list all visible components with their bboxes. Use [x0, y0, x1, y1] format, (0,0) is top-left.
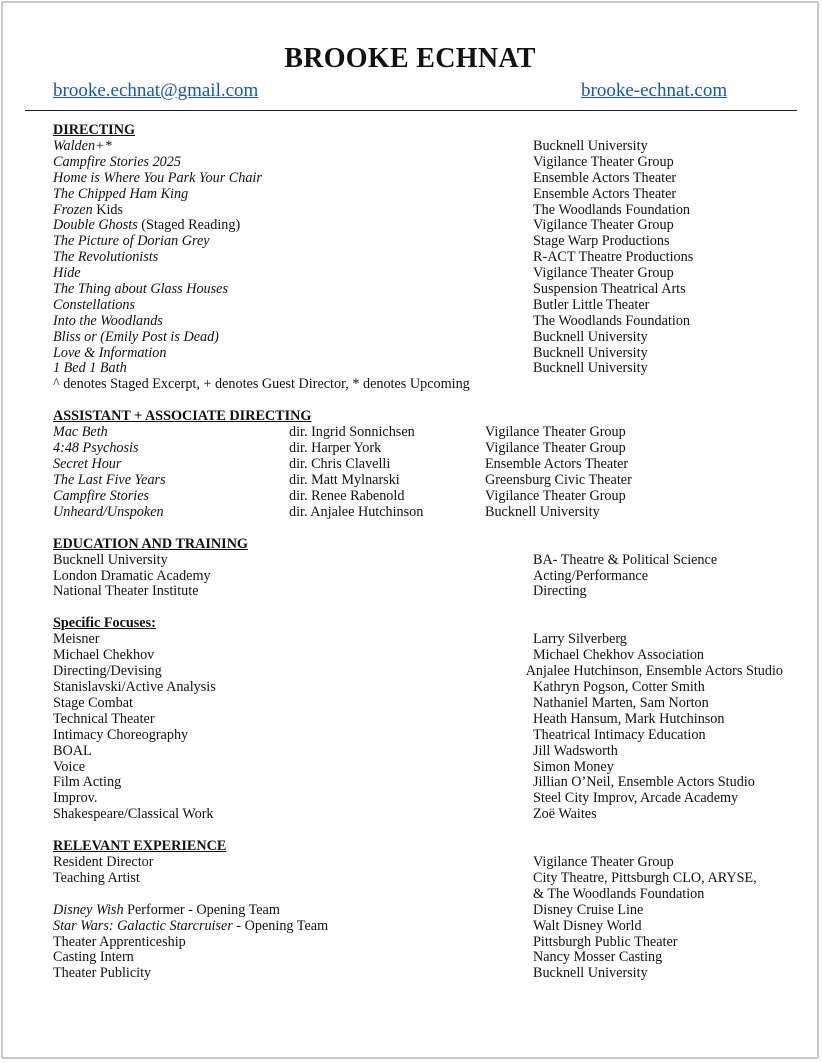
experience-role: Performer - Opening Team	[123, 901, 280, 918]
focus-area: Stage Combat	[53, 694, 133, 711]
assistant-row	[53, 456, 783, 472]
production-title: Bliss or (Emily Post is Dead)	[53, 328, 219, 345]
assistant-heading: ASSISTANT + ASSOCIATE DIRECTING	[53, 408, 312, 425]
education-row	[53, 583, 783, 599]
experience-organization: Disney Cruise Line	[533, 901, 644, 918]
experience-role: Teaching Artist	[53, 869, 140, 886]
assistant-director: dir. Anjalee Hutchinson	[289, 503, 424, 520]
production-title: Love & Information	[53, 344, 167, 361]
assistant-venue: Ensemble Actors Theater	[485, 456, 629, 473]
education-institution: London Dramatic Academy	[53, 567, 211, 584]
experience-heading: RELEVANT EXPERIENCE	[53, 838, 227, 855]
production-venue: Stage Warp Productions	[533, 233, 670, 250]
focus-row	[53, 663, 783, 679]
experience-row	[53, 918, 783, 934]
focus-teacher: Steel City Improv, Arcade Academy	[533, 790, 739, 807]
production-venue: R-ACT Theatre Productions	[533, 249, 694, 266]
experience-role-cell	[53, 854, 533, 870]
production-title: Walden+*	[53, 138, 112, 154]
production-cell	[53, 186, 533, 202]
assistant-production: Mac Beth	[53, 424, 108, 441]
experience-role-italic: Disney Wish	[53, 901, 124, 918]
production-suffix: (Staged Reading)	[137, 217, 241, 234]
experience-row	[53, 870, 783, 886]
production-title: Hide	[53, 265, 81, 282]
experience-role: Theater Publicity	[53, 965, 152, 982]
experience-role: Casting Intern	[53, 949, 134, 966]
education-focus: Directing	[533, 583, 587, 600]
assistant-venue: Vigilance Theater Group	[485, 424, 626, 441]
directing-legend: ^ denotes Staged Excerpt, + denotes Guest Director, * denotes Upcoming	[53, 376, 470, 393]
assistant-production: Campfire Stories	[53, 487, 150, 504]
directing-row	[53, 360, 783, 376]
directing-row	[53, 138, 783, 154]
production-cell	[53, 233, 533, 249]
experience-row	[53, 854, 783, 870]
assistant-director: dir. Ingrid Sonnichsen	[289, 424, 415, 441]
assistant-row	[53, 440, 783, 456]
experience-role-cell	[53, 902, 533, 918]
experience-role: - Opening Team	[232, 917, 329, 934]
focus-teacher: Heath Hansum, Mark Hutchinson	[533, 710, 725, 727]
assistant-director: dir. Matt Mylnarski	[289, 472, 400, 489]
production-venue: Ensemble Actors Theater	[533, 169, 677, 186]
production-title: Double Ghosts	[53, 217, 138, 234]
education-section	[53, 536, 783, 600]
focus-area: BOAL	[53, 742, 92, 759]
experience-role-italic: Star Wars: Galactic Starcruiser	[53, 917, 233, 934]
production-venue: Vigilance Theater Group	[533, 265, 674, 282]
resume-name: BROOKE ECHNAT	[284, 43, 536, 74]
assistant-row	[53, 472, 783, 488]
education-focus: BA- Theatre & Political Science	[533, 551, 718, 568]
assistant-production: Unheard/Unspoken	[53, 503, 164, 520]
education-heading: EDUCATION AND TRAINING	[53, 535, 248, 552]
focuses-heading: Specific Focuses:	[53, 615, 156, 632]
directing-row	[53, 297, 783, 313]
directing-row	[53, 202, 783, 218]
focus-teacher: Jill Wadsworth	[533, 742, 618, 759]
assistant-row	[53, 504, 783, 520]
focus-teacher: Nathaniel Marten, Sam Norton	[533, 694, 709, 711]
focus-row	[53, 631, 783, 647]
focus-area: Shakespeare/Classical Work	[53, 806, 214, 823]
assistant-director: dir. Harper York	[289, 440, 382, 457]
directing-row	[53, 154, 783, 170]
experience-role-cell	[53, 918, 533, 934]
production-venue: Ensemble Actors Theater	[533, 185, 677, 202]
experience-organization: Vigilance Theater Group	[533, 854, 674, 871]
assistant-venue: Bucknell University	[485, 503, 600, 520]
production-title: Constellations	[53, 296, 135, 313]
production-cell	[53, 329, 533, 345]
education-row	[53, 568, 783, 584]
production-venue: Butler Little Theater	[533, 296, 650, 313]
focus-row	[53, 679, 783, 695]
directing-section	[53, 122, 783, 392]
directing-row	[53, 217, 783, 233]
experience-role-cell	[53, 870, 533, 886]
directing-row	[53, 265, 783, 281]
focus-row	[53, 790, 783, 806]
assistant-row	[53, 488, 783, 504]
focus-area: Improv.	[53, 790, 98, 807]
production-title: Into the Woodlands	[53, 312, 163, 329]
resume-content	[53, 122, 783, 997]
focus-row	[53, 806, 783, 822]
production-cell	[53, 202, 533, 218]
production-cell	[53, 138, 533, 154]
experience-row	[53, 934, 783, 950]
production-venue: Bucknell University	[533, 328, 648, 345]
focus-teacher: Jillian O’Neil, Ensemble Actors Studio	[533, 774, 755, 791]
directing-row	[53, 313, 783, 329]
focus-area: Film Acting	[53, 774, 122, 791]
focus-area: Technical Theater	[53, 710, 155, 727]
production-title: Campfire Stories 2025	[53, 153, 181, 170]
directing-row	[53, 186, 783, 202]
focus-area: Voice	[53, 758, 86, 775]
focus-teacher: Zoë Waites	[533, 806, 597, 823]
assistant-venue: Greensburg Civic Theater	[485, 472, 632, 489]
focus-row	[53, 759, 783, 775]
production-suffix: Kids	[92, 201, 124, 218]
focus-row	[53, 774, 783, 790]
focus-area: Intimacy Choreography	[53, 726, 189, 743]
assistant-venue: Vigilance Theater Group	[485, 440, 626, 457]
production-title: The Thing about Glass Houses	[53, 281, 228, 298]
email-link[interactable]: brooke.echnat@gmail.com	[53, 80, 259, 101]
directing-heading: DIRECTING	[53, 122, 135, 138]
experience-role-cell	[53, 949, 533, 965]
production-title: 1 Bed 1 Bath	[53, 360, 127, 377]
focus-row	[53, 695, 783, 711]
education-focus: Acting/Performance	[533, 567, 649, 584]
production-title: The Revolutionists	[53, 249, 159, 266]
production-venue: Vigilance Theater Group	[533, 153, 674, 170]
production-cell	[53, 170, 533, 186]
production-cell	[53, 360, 533, 376]
experience-role: Resident Director	[53, 854, 154, 871]
assistant-director: dir. Chris Clavelli	[289, 456, 391, 473]
experience-role: Theater Apprenticeship	[53, 933, 186, 950]
assistant-section	[53, 408, 783, 519]
focuses-section	[53, 615, 783, 822]
focus-teacher: Simon Money	[533, 758, 614, 775]
production-cell	[53, 313, 533, 329]
experience-role-cell	[53, 934, 533, 950]
experience-organization: & The Woodlands Foundation	[533, 885, 705, 902]
production-venue: Suspension Theatrical Arts	[533, 281, 686, 298]
assistant-row	[53, 424, 783, 440]
focus-teacher: Kathryn Pogson, Cotter Smith	[533, 679, 705, 696]
focus-area: Stanislavski/Active Analysis	[53, 679, 216, 696]
directing-row	[53, 281, 783, 297]
production-cell	[53, 154, 533, 170]
assistant-production: The Last Five Years	[53, 472, 166, 489]
focus-row	[53, 727, 783, 743]
production-cell	[53, 345, 533, 361]
experience-row	[53, 965, 783, 981]
experience-organization: City Theatre, Pittsburgh CLO, ARYSE,	[533, 869, 757, 886]
focus-area: Meisner	[53, 631, 100, 648]
website-link[interactable]: brooke-echnat.com	[581, 80, 728, 101]
production-cell	[53, 297, 533, 313]
focus-row	[53, 743, 783, 759]
focus-row	[53, 711, 783, 727]
directing-row	[53, 233, 783, 249]
production-title: Home is Where You Park Your Chair	[53, 169, 262, 186]
production-venue: Bucknell University	[533, 138, 648, 154]
focus-area: Directing/Devising	[53, 663, 162, 680]
production-venue: The Woodlands Foundation	[533, 312, 691, 329]
experience-row	[53, 902, 783, 918]
experience-organization: Nancy Mosser Casting	[533, 949, 663, 966]
production-venue: Bucknell University	[533, 360, 648, 377]
experience-organization: Pittsburgh Public Theater	[533, 933, 678, 950]
focus-teacher: Theatrical Intimacy Education	[533, 726, 706, 743]
production-title: The Picture of Dorian Grey	[53, 233, 210, 250]
experience-row	[53, 886, 783, 902]
production-venue: The Woodlands Foundation	[533, 201, 691, 218]
directing-row	[53, 249, 783, 265]
assistant-production: Secret Hour	[53, 456, 122, 473]
education-institution: National Theater Institute	[53, 583, 199, 600]
focus-teacher: Anjalee Hutchinson, Ensemble Actors Studio	[525, 663, 783, 680]
production-cell	[53, 249, 533, 265]
production-venue: Vigilance Theater Group	[533, 217, 674, 234]
focus-teacher: Larry Silverberg	[533, 631, 627, 648]
experience-section	[53, 838, 783, 981]
production-cell	[53, 265, 533, 281]
directing-row	[53, 329, 783, 345]
education-row	[53, 552, 783, 568]
assistant-production: 4:48 Psychosis	[53, 440, 139, 457]
education-institution: Bucknell University	[53, 551, 168, 568]
assistant-venue: Vigilance Theater Group	[485, 487, 626, 504]
focus-teacher: Michael Chekhov Association	[533, 647, 705, 664]
production-cell	[53, 281, 533, 297]
resume-page	[1, 1, 819, 1059]
directing-row	[53, 345, 783, 361]
production-venue: Bucknell University	[533, 344, 648, 361]
production-title: Frozen	[53, 201, 93, 218]
experience-organization: Walt Disney World	[533, 917, 642, 934]
experience-role-cell	[53, 965, 533, 981]
directing-row	[53, 170, 783, 186]
experience-row	[53, 949, 783, 965]
production-cell	[53, 217, 533, 233]
header-divider	[25, 110, 797, 111]
experience-role-cell	[53, 886, 533, 902]
experience-organization: Bucknell University	[533, 965, 648, 982]
production-title: The Chipped Ham King	[53, 185, 189, 202]
assistant-director: dir. Renee Rabenold	[289, 487, 405, 504]
focus-row	[53, 647, 783, 663]
focus-area: Michael Chekhov	[53, 647, 155, 664]
